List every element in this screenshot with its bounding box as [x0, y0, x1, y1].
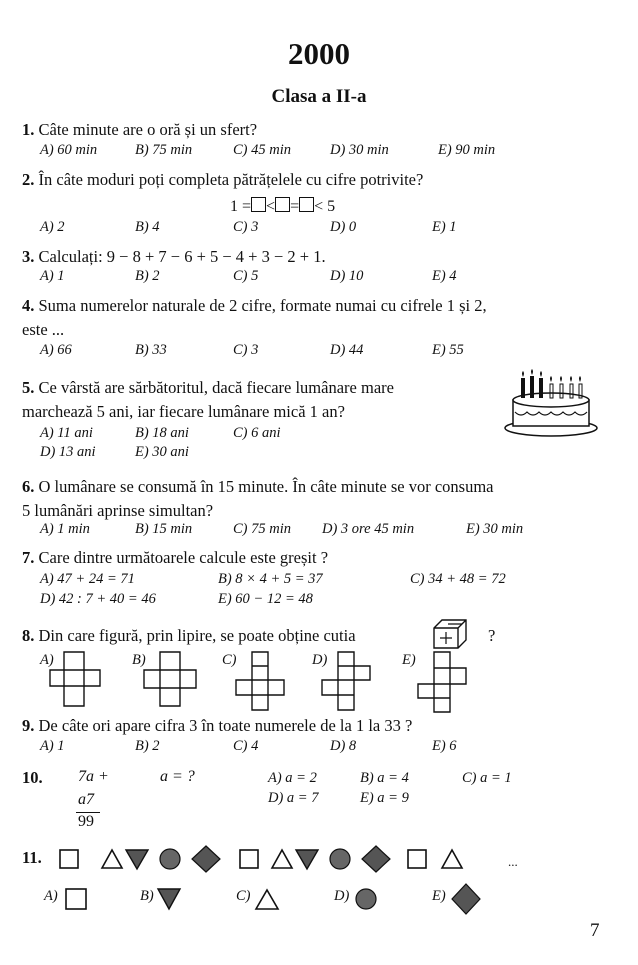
option-d[interactable]: D): [312, 652, 328, 668]
option-b[interactable]: B) 8 × 4 + 5 = 37: [218, 571, 323, 587]
question-text: Din care figură, prin lipire, se poate obține cutia: [38, 626, 356, 645]
question-8: [22, 626, 356, 646]
option-e[interactable]: E): [432, 888, 446, 904]
option-e[interactable]: E) 60 − 12 = 48: [218, 591, 313, 607]
option-d[interactable]: D) 30 min: [330, 142, 389, 158]
triangle-icon: [272, 850, 292, 868]
question-9: [22, 716, 412, 736]
option-c[interactable]: C) 45 min: [233, 142, 291, 158]
question-11: [22, 848, 42, 868]
square-icon: [240, 850, 258, 868]
option-e[interactable]: E) 30 min: [466, 521, 524, 537]
answer-shapes: [60, 880, 500, 916]
option-c[interactable]: C) 6 ani: [233, 425, 281, 441]
option-b[interactable]: B) 4: [135, 219, 160, 235]
triangle-down-icon: [126, 850, 148, 869]
question-number: 8.: [22, 626, 35, 645]
question-4-cont: este ...: [22, 320, 65, 339]
circle-icon: [160, 849, 180, 869]
option-c[interactable]: C) 34 + 48 = 72: [410, 571, 506, 587]
question-5: [22, 378, 394, 398]
question-6: [22, 477, 494, 497]
question-3: [22, 247, 326, 267]
question-text: Calculați: 9 − 8 + 7 − 6 + 5 − 4 + 3 − 2 + 1.: [38, 247, 326, 266]
ellipsis: ...: [508, 854, 518, 869]
option-a[interactable]: A) 60 min: [40, 142, 98, 158]
question-7: [22, 548, 328, 568]
square-icon: [408, 850, 426, 868]
option-b[interactable]: B): [140, 888, 154, 904]
option-b[interactable]: B) 2: [135, 738, 160, 754]
option-c[interactable]: C): [236, 888, 251, 904]
option-d[interactable]: D) a = 7: [268, 790, 319, 806]
option-b[interactable]: B) 2: [135, 268, 160, 284]
question-text: O lumânare se consumă în 15 minute. În câte minute se vor consuma: [38, 477, 494, 496]
option-e[interactable]: E) 30 ani: [135, 444, 189, 460]
net-figure-a[interactable]: [48, 650, 102, 710]
question-2: [22, 170, 423, 190]
question-10: [22, 768, 43, 788]
question-number: 10.: [22, 768, 43, 787]
option-e[interactable]: E): [402, 652, 416, 668]
net-figure-b[interactable]: [140, 650, 206, 710]
option-b[interactable]: B) 75 min: [135, 142, 193, 158]
option-c[interactable]: C) 75 min: [233, 521, 291, 537]
option-a[interactable]: A) 2: [40, 219, 65, 235]
question-5-cont: marchează 5 ani, iar fiecare lumânare mică 1 an?: [22, 402, 345, 421]
option-c[interactable]: C) a = 1: [462, 770, 512, 786]
option-a[interactable]: A) 47 + 24 = 71: [40, 571, 135, 587]
option-c[interactable]: C) 4: [233, 738, 259, 754]
triangle-down-icon: [296, 850, 318, 869]
square-icon: [66, 889, 86, 909]
option-e[interactable]: E) 6: [432, 738, 457, 754]
question-number: 9.: [22, 716, 35, 735]
option-e[interactable]: E) 4: [432, 268, 457, 284]
option-a[interactable]: A): [44, 888, 58, 904]
formula: 1 = < = < 5: [230, 198, 336, 215]
birthday-cake-icon: [503, 370, 603, 440]
question-text: Câte minute are o oră și un sfert?: [38, 120, 258, 139]
question-number: 5.: [22, 378, 35, 397]
question-8-mark: ?: [488, 626, 496, 645]
answer-box[interactable]: [299, 197, 314, 212]
option-e[interactable]: E) 1: [432, 219, 457, 235]
triangle-icon: [102, 850, 122, 868]
question-text: Suma numerelor naturale de 2 cifre, formate numai cu cifrele 1 și 2,: [38, 296, 487, 315]
page-year-title: 2000: [288, 36, 350, 71]
option-d[interactable]: D): [334, 888, 350, 904]
option-b[interactable]: B): [132, 652, 146, 668]
net-figure-d[interactable]: [318, 650, 374, 714]
option-e[interactable]: E) a = 9: [360, 790, 409, 806]
triangle-icon: [442, 850, 462, 868]
fraction-bottom: 99: [78, 813, 94, 830]
option-d[interactable]: D) 3 ore 45 min: [322, 521, 415, 537]
option-e[interactable]: E) 55: [432, 342, 464, 358]
option-b[interactable]: B) 18 ani: [135, 425, 189, 441]
net-figure-e[interactable]: [412, 650, 472, 716]
option-d[interactable]: D) 10: [330, 268, 364, 284]
triangle-down-icon: [158, 889, 180, 909]
question-4: [22, 296, 487, 316]
question-text: Ce vârstă are sărbătoritul, dacă fiecare lumânare mare: [38, 378, 394, 397]
option-d[interactable]: D) 42 : 7 + 40 = 46: [40, 591, 156, 607]
option-c[interactable]: C) 5: [233, 268, 259, 284]
question-number: 3.: [22, 247, 35, 266]
option-c[interactable]: C) 3: [233, 342, 259, 358]
option-a[interactable]: A): [40, 652, 54, 668]
option-a[interactable]: A) 66: [40, 342, 72, 358]
class-heading: Clasa a II-a: [271, 86, 367, 107]
net-figure-c[interactable]: [230, 650, 290, 714]
option-a[interactable]: A) 1: [40, 738, 65, 754]
option-a[interactable]: A) 1: [40, 268, 65, 284]
option-c[interactable]: C): [222, 652, 237, 668]
option-b[interactable]: B) 15 min: [135, 521, 193, 537]
expr-2: a = ?: [160, 768, 195, 785]
option-d[interactable]: D) 8: [330, 738, 357, 754]
box-cube-icon: [432, 618, 468, 650]
answer-box[interactable]: [251, 197, 266, 212]
question-text: În câte moduri poți completa pătrățelele cu cifre potrivite?: [38, 170, 424, 189]
option-c[interactable]: C) 3: [233, 219, 259, 235]
question-text: De câte ori apare cifra 3 în toate numerele de la 1 la 33 ?: [38, 716, 413, 735]
diamond-icon: [362, 846, 390, 872]
option-a[interactable]: A) a = 2: [268, 770, 317, 786]
shape-sequence: [58, 842, 498, 876]
option-e[interactable]: E) 90 min: [438, 142, 496, 158]
fraction-top: a7: [78, 791, 94, 808]
option-d[interactable]: D) 0: [330, 219, 357, 235]
question-text: Care dintre următoarele calcule este greșit ?: [38, 548, 329, 567]
circle-icon: [356, 889, 376, 909]
circle-icon: [330, 849, 350, 869]
question-number: 6.: [22, 477, 35, 496]
triangle-icon: [256, 890, 278, 909]
option-d[interactable]: D) 44: [330, 342, 364, 358]
question-number: 11.: [22, 848, 42, 867]
question-1: [22, 120, 257, 140]
square-icon: [60, 850, 78, 868]
question-number: 7.: [22, 548, 35, 567]
question-number: 1.: [22, 120, 35, 139]
option-d[interactable]: D) 13 ani: [40, 444, 96, 460]
diamond-icon: [452, 884, 480, 914]
question-6-cont: 5 lumânări aprinse simultan?: [22, 501, 214, 520]
option-b[interactable]: B) 33: [135, 342, 167, 358]
answer-box[interactable]: [275, 197, 290, 212]
question-number: 2.: [22, 170, 35, 189]
option-b[interactable]: B) a = 4: [360, 770, 409, 786]
page-number: 7: [590, 920, 600, 941]
option-a[interactable]: A) 1 min: [40, 521, 90, 537]
diamond-icon: [192, 846, 220, 872]
question-number: 4.: [22, 296, 35, 315]
option-a[interactable]: A) 11 ani: [40, 425, 93, 441]
expr-1: 7a +: [78, 768, 109, 785]
